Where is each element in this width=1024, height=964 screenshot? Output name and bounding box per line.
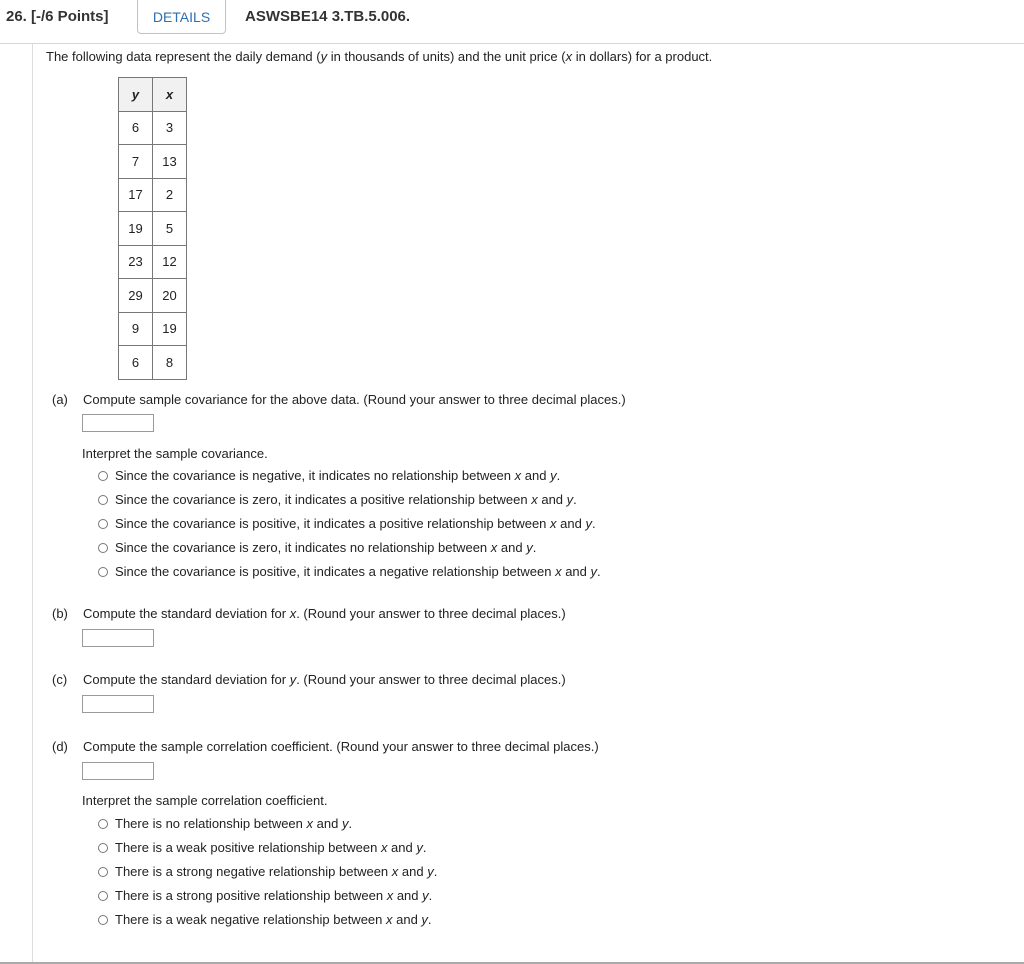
option-label: Since the covariance is zero, it indicates a positive relationship between x and y. — [115, 492, 577, 507]
cell-y: 6 — [119, 346, 153, 380]
correlation-option-3[interactable] — [98, 864, 437, 879]
correlation-option-1[interactable] — [98, 816, 352, 831]
cell-y: 6 — [119, 111, 153, 145]
std-dev-x-input[interactable] — [82, 629, 154, 647]
table-row — [119, 346, 187, 380]
radio-button[interactable] — [98, 891, 108, 901]
std-dev-y-input[interactable] — [82, 695, 154, 713]
option-label: There is no relationship between x and y. — [115, 816, 353, 831]
question-code: ASWSBE14 3.TB.5.006. — [245, 8, 411, 25]
data-table — [118, 77, 187, 380]
radio-button[interactable] — [98, 471, 108, 481]
table-row — [119, 111, 187, 145]
correlation-option-5[interactable] — [98, 912, 432, 927]
cell-y: 7 — [119, 145, 153, 179]
covariance-input[interactable] — [82, 414, 154, 432]
cell-y: 17 — [119, 178, 153, 212]
left-divider — [32, 43, 33, 964]
cell-x: 13 — [153, 145, 187, 179]
option-label: There is a strong positive relationship between x and y. — [115, 888, 433, 903]
part-c-prompt: (c) Compute the standard deviation for y. (Round your answer to three decimal places.) — [52, 672, 566, 687]
details-button[interactable]: DETAILS — [137, 0, 226, 34]
cell-x: 8 — [153, 346, 187, 380]
covariance-option-2[interactable] — [98, 492, 577, 507]
covariance-interpret-label: Interpret the sample covariance. — [82, 446, 268, 461]
part-b-prompt: (b) Compute the standard deviation for x. (Round your answer to three decimal places.) — [52, 606, 566, 621]
correlation-option-2[interactable] — [98, 840, 426, 855]
covariance-option-4[interactable] — [98, 540, 536, 555]
option-label: Since the covariance is positive, it indicates a positive relationship between x and y. — [115, 516, 596, 531]
cell-y: 9 — [119, 312, 153, 346]
table-header-row — [119, 78, 187, 112]
cell-x: 20 — [153, 279, 187, 313]
covariance-option-1[interactable] — [98, 468, 560, 483]
cell-y: 23 — [119, 245, 153, 279]
column-header-y: y — [119, 78, 153, 112]
question-header — [0, 0, 1024, 44]
radio-button[interactable] — [98, 867, 108, 877]
part-a-prompt: (a) Compute sample covariance for the above data. (Round your answer to three decimal places.) — [52, 392, 626, 407]
option-label: There is a weak negative relationship between x and y. — [115, 912, 432, 927]
option-label: There is a weak positive relationship between x and y. — [115, 840, 427, 855]
covariance-option-3[interactable] — [98, 516, 596, 531]
cell-x: 12 — [153, 245, 187, 279]
cell-x: 3 — [153, 111, 187, 145]
table-row — [119, 279, 187, 313]
correlation-interpret-label: Interpret the sample correlation coefficient. — [82, 793, 328, 808]
radio-button[interactable] — [98, 915, 108, 925]
radio-button[interactable] — [98, 567, 108, 577]
option-label: There is a strong negative relationship between x and y. — [115, 864, 438, 879]
radio-button[interactable] — [98, 843, 108, 853]
option-label: Since the covariance is positive, it indicates a negative relationship between x and y. — [115, 564, 601, 579]
correlation-option-4[interactable] — [98, 888, 432, 903]
radio-button[interactable] — [98, 543, 108, 553]
table-row — [119, 312, 187, 346]
table-row — [119, 245, 187, 279]
cell-x: 19 — [153, 312, 187, 346]
radio-button[interactable] — [98, 495, 108, 505]
cell-y: 29 — [119, 279, 153, 313]
question-number: 26. [-/6 Points] — [6, 8, 109, 25]
table-row — [119, 145, 187, 179]
cell-y: 19 — [119, 212, 153, 246]
correlation-input[interactable] — [82, 762, 154, 780]
cell-x: 5 — [153, 212, 187, 246]
part-d-prompt: (d) Compute the sample correlation coefficient. (Round your answer to three decimal places.) — [52, 739, 599, 754]
column-header-x: x — [153, 78, 187, 112]
radio-button[interactable] — [98, 819, 108, 829]
cell-x: 2 — [153, 178, 187, 212]
option-label: Since the covariance is negative, it indicates no relationship between x and y. — [115, 468, 561, 483]
covariance-option-5[interactable] — [98, 564, 601, 579]
table-row — [119, 212, 187, 246]
table-row — [119, 178, 187, 212]
option-label: Since the covariance is zero, it indicates no relationship between x and y. — [115, 540, 537, 555]
intro-text: The following data represent the daily demand (y in thousands of units) and the unit price (x in dollars) for a product. — [46, 49, 713, 64]
radio-button[interactable] — [98, 519, 108, 529]
